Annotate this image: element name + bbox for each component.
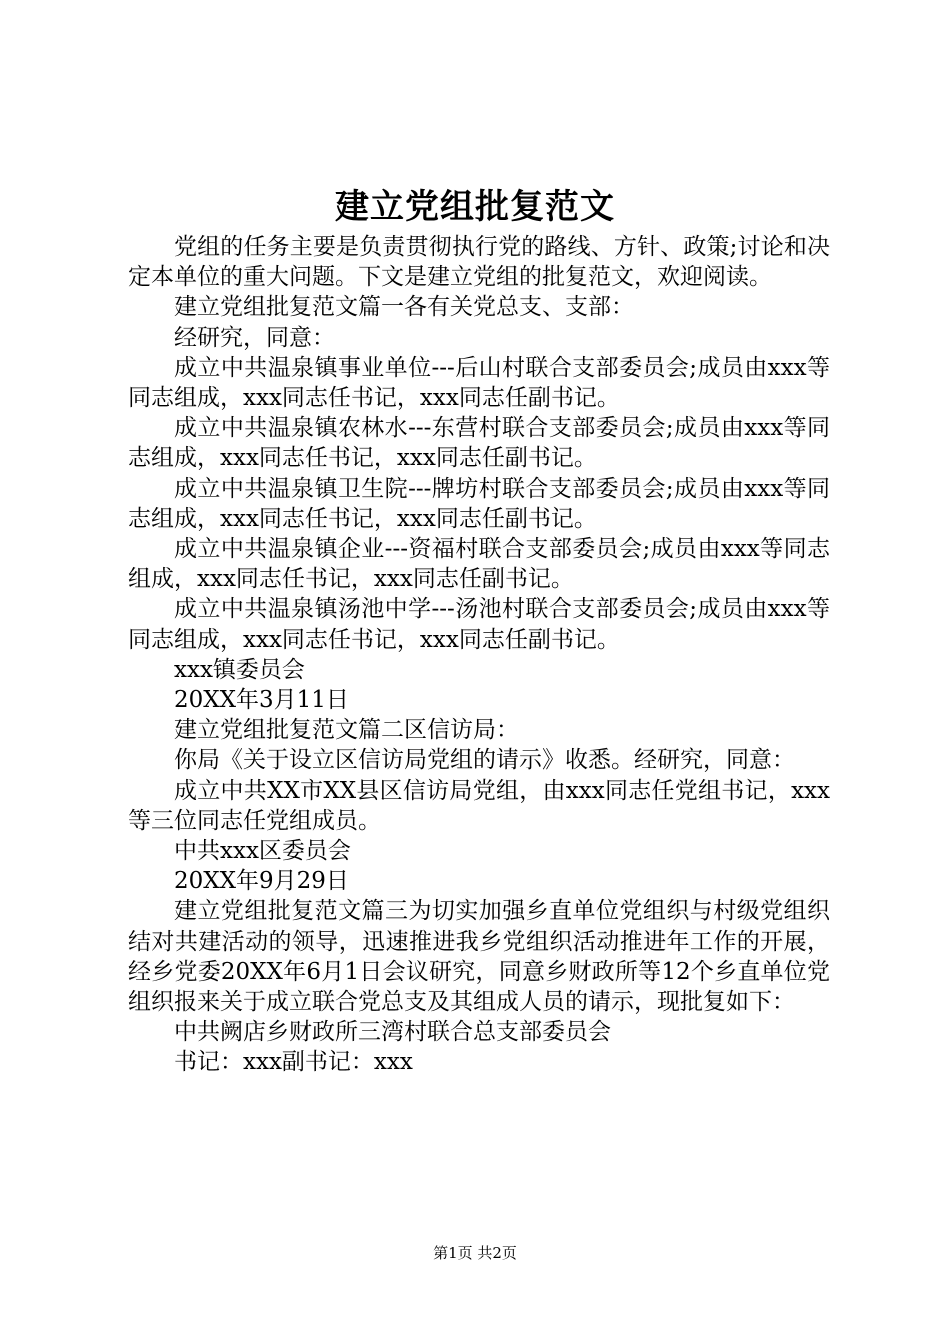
paragraph: 党组的任务主要是负责贯彻执行党的路线、方针、政策;讨论和决定本单位的重大问题。下文是建立党组的批复范文，欢迎阅读。 <box>128 234 830 291</box>
paragraph: 建立党组批复范文篇三为切实加强乡直单位党组织与村级党组织结对共建活动的领导，迅速推进我乡党组织活动推进年工作的开展，经乡党委20XX年6月1日会议研究，同意乡财政所等12个乡直单位党组织报来关于成立联合党总支及其组成人员的请示，现批复如下： <box>128 898 830 1016</box>
paragraph: 成立中共温泉镇事业单位---后山村联合支部委员会;成员由xxx等同志组成，xxx同志任书记，xxx同志任副书记。 <box>128 354 830 412</box>
paragraph: 建立党组批复范文篇一各有关党总支、支部： <box>174 294 634 321</box>
document-body <box>128 232 830 1078</box>
date-line: 20XX年9月29日 <box>174 868 349 895</box>
signature-line: xxx镇委员会 <box>174 656 305 683</box>
paragraph: 成立中共XX市XX县区信访局党组，由xxx同志任党组书记，xxx等三位同志任党组成员。 <box>128 777 830 834</box>
paragraph: 你局《关于设立区信访局党组的请示》收悉。经研究，同意： <box>174 747 795 774</box>
page-footer: 第1页 共2页 <box>433 1244 517 1262</box>
paragraph: 建立党组批复范文篇二区信访局： <box>174 717 519 744</box>
paragraph: 成立中共温泉镇企业---资福村联合支部委员会;成员由xxx等同志组成，xxx同志任书记，xxx同志任副书记。 <box>128 536 830 593</box>
paragraph: 经研究，同意： <box>174 324 335 351</box>
date-line: 20XX年3月11日 <box>174 687 349 714</box>
signature-line: 中共xxx区委员会 <box>174 838 351 865</box>
paragraph: 成立中共温泉镇卫生院---牌坊村联合支部委员会;成员由xxx等同志组成，xxx同志任书记，xxx同志任副书记。 <box>128 475 830 532</box>
paragraph: 中共阙店乡财政所三湾村联合总支部委员会 <box>174 1019 611 1046</box>
document-title: 建立党组批复范文 <box>335 187 615 227</box>
paragraph: 书记：xxx副书记：xxx <box>174 1049 413 1076</box>
paragraph: 成立中共温泉镇农林水---东营村联合支部委员会;成员由xxx等同志组成，xxx同志任书记，xxx同志任副书记。 <box>128 415 830 472</box>
paragraph: 成立中共温泉镇汤池中学---汤池村联合支部委员会;成员由xxx等同志组成，xxx同志任书记，xxx同志任副书记。 <box>128 596 830 653</box>
